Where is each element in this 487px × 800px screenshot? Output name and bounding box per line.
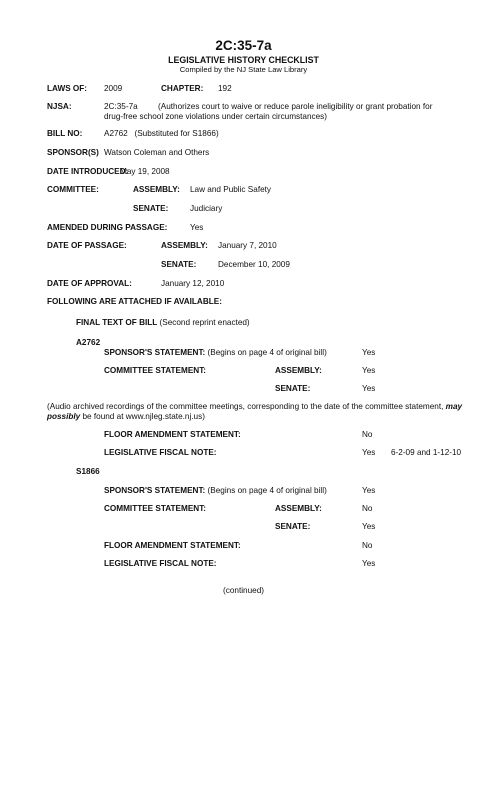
a2762-sponsor-statement-line xyxy=(104,348,327,358)
approval-label: DATE OF APPROVAL: xyxy=(47,279,132,288)
passage-senate-label: SENATE: xyxy=(161,260,197,269)
s1866-committee-assembly-value: No xyxy=(362,504,373,513)
s1866-floor-amendment-value: No xyxy=(362,541,373,550)
a2762-sponsor-statement-label: SPONSOR'S STATEMENT: xyxy=(104,348,206,357)
laws-of-value: 2009 xyxy=(104,84,123,93)
amended-value: Yes xyxy=(190,223,204,232)
sponsors-value: Watson Coleman and Others xyxy=(104,148,210,157)
a2762-committee-senate-label: SENATE: xyxy=(275,384,311,393)
a2762-sponsor-statement-note: (Begins on page 4 of original bill) xyxy=(207,348,327,357)
final-text-note: (Second reprint enacted) xyxy=(159,318,250,327)
sponsors-label: SPONSOR(S) xyxy=(47,148,99,157)
a2762-committee-statement-label: COMMITTEE STATEMENT: xyxy=(104,366,207,375)
passage-assembly-value: January 7, 2010 xyxy=(218,241,277,250)
chapter-value: 192 xyxy=(218,84,232,93)
njsa-value: 2C:35-7a xyxy=(104,102,138,111)
final-text-line xyxy=(76,318,250,328)
compiled-by: Compiled by the NJ State Law Library xyxy=(179,65,308,74)
chapter-label: CHAPTER: xyxy=(161,84,204,93)
a2762-committee-assembly-label: ASSEMBLY: xyxy=(275,366,322,375)
s1866-committee-assembly-label: ASSEMBLY: xyxy=(275,504,322,513)
page-subtitle: LEGISLATIVE HISTORY CHECKLIST xyxy=(168,55,319,65)
committee-label: COMMITTEE: xyxy=(47,185,99,194)
a2762-floor-amendment-value: No xyxy=(362,430,373,439)
njsa-label: NJSA: xyxy=(47,102,72,111)
a2762-sponsor-statement-value: Yes xyxy=(362,348,376,357)
bill-no-label: BILL NO: xyxy=(47,129,83,138)
audio-note-before: (Audio archived recordings of the committee meetings, corresponding to the date of the committee statement, xyxy=(47,402,446,411)
s1866-committee-statement-label: COMMITTEE STATEMENT: xyxy=(104,504,207,513)
s1866-floor-amendment-label: FLOOR AMENDMENT STATEMENT: xyxy=(104,541,241,550)
passage-senate-value: December 10, 2009 xyxy=(218,260,290,269)
final-text-label: FINAL TEXT OF BILL xyxy=(76,318,158,327)
passage-assembly-label: ASSEMBLY: xyxy=(161,241,208,250)
audio-note xyxy=(47,402,467,422)
s1866-sponsor-statement-value: Yes xyxy=(362,486,376,495)
continued-note: (continued) xyxy=(223,586,264,595)
date-introduced-value: May 19, 2008 xyxy=(120,167,170,176)
date-introduced-label: DATE INTRODUCED: xyxy=(47,167,129,176)
s1866-committee-senate-label: SENATE: xyxy=(275,522,311,531)
a2762-fiscal-note-value: Yes xyxy=(362,448,376,457)
laws-of-label: LAWS OF: xyxy=(47,84,88,93)
bill-no-value: A2762 (Substituted for S1866) xyxy=(104,129,219,138)
committee-assembly-label: ASSEMBLY: xyxy=(133,185,180,194)
s1866-sponsor-statement-label: SPONSOR'S STATEMENT: xyxy=(104,486,206,495)
passage-label: DATE OF PASSAGE: xyxy=(47,241,127,250)
s1866-fiscal-note-label: LEGISLATIVE FISCAL NOTE: xyxy=(104,559,217,568)
amended-label: AMENDED DURING PASSAGE: xyxy=(47,223,168,232)
s1866-sponsor-statement-note: (Begins on page 4 of original bill) xyxy=(207,486,327,495)
audio-note-after: be found at www.njleg.state.nj.us) xyxy=(80,412,205,421)
a2762-committee-senate-value: Yes xyxy=(362,384,376,393)
s1866-sponsor-statement-line xyxy=(104,486,327,496)
committee-assembly-value: Law and Public Safety xyxy=(190,185,272,194)
a2762-fiscal-note-label: LEGISLATIVE FISCAL NOTE: xyxy=(104,448,217,457)
a2762-fiscal-note-dates: 6-2-09 and 1-12-10 xyxy=(391,448,462,457)
a2762-floor-amendment-label: FLOOR AMENDMENT STATEMENT: xyxy=(104,430,241,439)
s1866-label: S1866 xyxy=(76,467,100,476)
approval-value: January 12, 2010 xyxy=(161,279,225,288)
committee-senate-label: SENATE: xyxy=(133,204,169,213)
njsa-description: (Authorizes court to waive or reduce parole ineligibility or grant probation for drug-free school zone violations under certain circumstances) xyxy=(104,102,433,121)
audio-note-emphasis: may possibly xyxy=(47,402,463,421)
page-title: 2C:35-7a xyxy=(215,38,272,53)
s1866-committee-senate-value: Yes xyxy=(362,522,376,531)
s1866-fiscal-note-value: Yes xyxy=(362,559,376,568)
a2762-label: A2762 xyxy=(76,338,101,347)
a2762-committee-assembly-value: Yes xyxy=(362,366,376,375)
committee-senate-value: Judiciary xyxy=(190,204,223,213)
attached-heading: FOLLOWING ARE ATTACHED IF AVAILABLE: xyxy=(47,297,222,306)
